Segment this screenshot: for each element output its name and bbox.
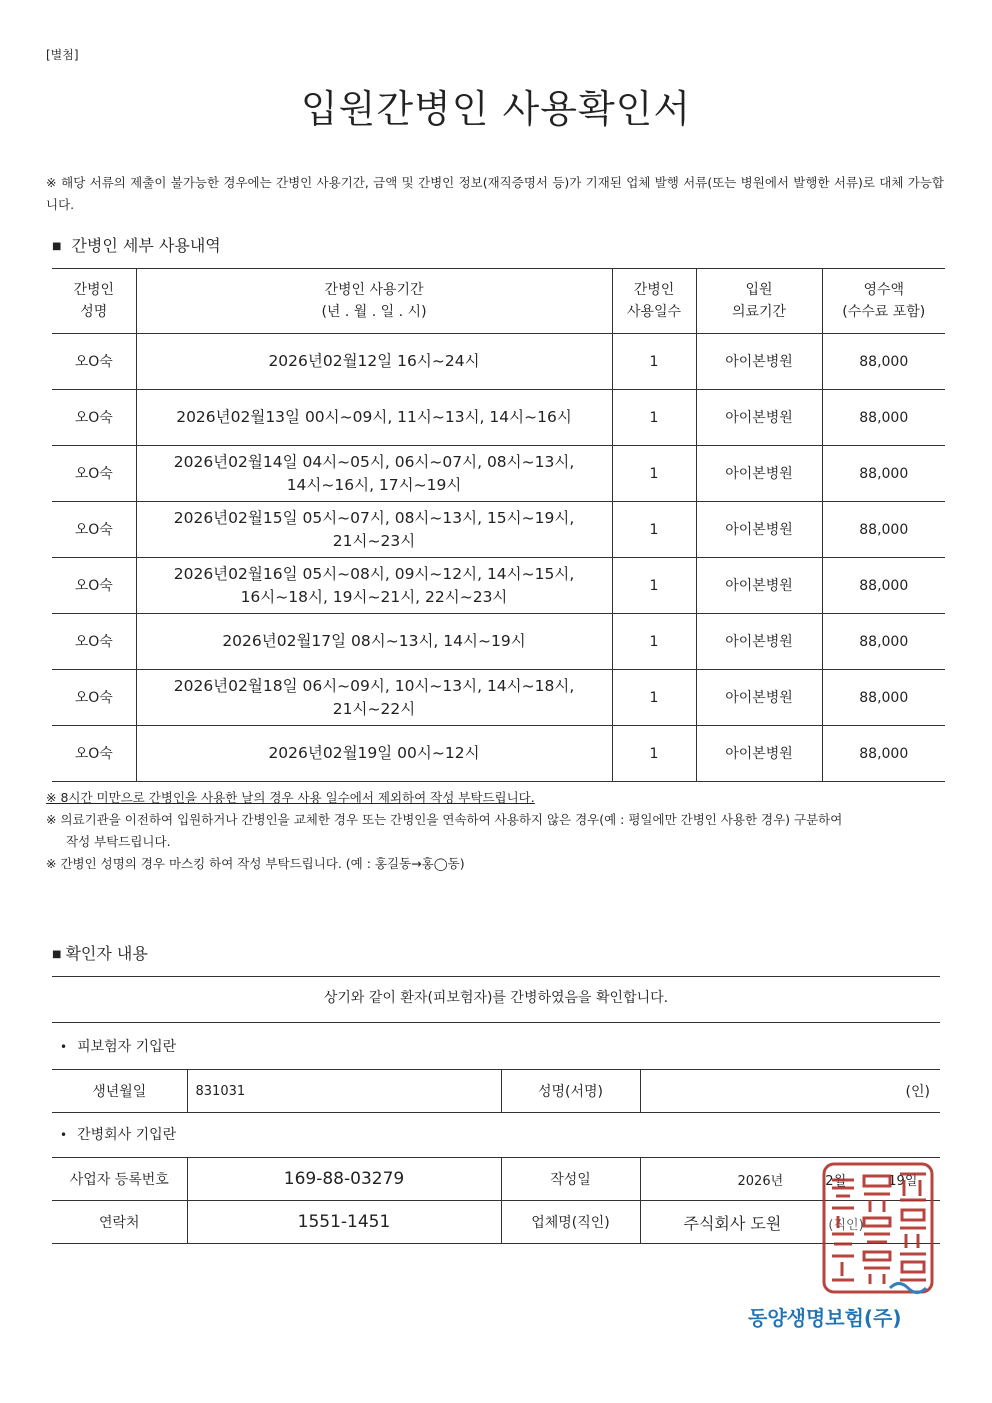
note-separate-periods-cont: 작성 부탁드립니다. <box>66 834 171 849</box>
table-row <box>52 726 945 782</box>
insured-form <box>52 1069 940 1113</box>
document-title: 입원간병인 사용확인서 <box>300 87 692 131</box>
divider <box>52 976 940 977</box>
date-year: 2026년 <box>737 1173 784 1189</box>
cell-period: 2026년02월18일 06시~09시, 10시~13시, 14시~18시, 21시~22시 <box>136 670 612 726</box>
cell-name: 오O숙 <box>52 334 136 390</box>
cell-name: 오O숙 <box>52 502 136 558</box>
table-row <box>52 446 945 502</box>
name-sign-field[interactable] <box>640 1070 940 1113</box>
cell-name: 오O숙 <box>52 446 136 502</box>
contact-field[interactable]: 1551-1451 <box>187 1201 501 1244</box>
header-period: 간병인 사용기간 (년 . 월 . 일 . 시) <box>136 269 612 334</box>
bullet-dot-icon: • <box>60 1040 68 1054</box>
company-subtitle: 간병회사 기입란 <box>77 1127 177 1143</box>
table-header-row <box>52 269 945 334</box>
contact-label: 연락처 <box>52 1201 187 1244</box>
cell-hospital: 아이본병원 <box>696 446 822 502</box>
cell-hospital: 아이본병원 <box>696 670 822 726</box>
cell-days: 1 <box>612 334 696 390</box>
firm-label: 업체명(직인) <box>501 1201 640 1244</box>
table-row <box>52 558 945 614</box>
insured-subheading <box>60 1036 176 1056</box>
birth-field[interactable]: 831031 <box>187 1070 501 1113</box>
note-under-8h: ※ 8시간 미만으로 간병인을 사용한 날의 경우 사용 일수에서 제외하여 작성 부탁드립니다. <box>46 790 535 805</box>
biz-number-field[interactable]: 169-88-03279 <box>187 1158 501 1201</box>
date-month: 2월 <box>825 1173 847 1189</box>
cell-hospital: 아이본병원 <box>696 558 822 614</box>
cell-name: 오O숙 <box>52 558 136 614</box>
cell-amount: 88,000 <box>822 558 945 614</box>
cell-amount: 88,000 <box>822 502 945 558</box>
date-label: 작성일 <box>501 1158 640 1201</box>
cell-period: 2026년02월16일 05시~08시, 09시~12시, 14시~15시, 16시~18시, 19시~21시, 22시~23시 <box>136 558 612 614</box>
firm-name: 주식회사 도원 <box>683 1213 782 1233</box>
cell-amount: 88,000 <box>822 614 945 670</box>
cell-days: 1 <box>612 614 696 670</box>
usage-table <box>52 268 945 782</box>
cell-amount: 88,000 <box>822 726 945 782</box>
date-day: 19일 <box>888 1173 918 1189</box>
cell-hospital: 아이본병원 <box>696 334 822 390</box>
cell-name: 오O숙 <box>52 390 136 446</box>
cell-amount: 88,000 <box>822 390 945 446</box>
confirm-statement: 상기와 같이 환자(피보험자)를 간병하였음을 확인합니다. <box>323 990 669 1006</box>
usage-notes <box>46 787 944 875</box>
attachment-label: [별첨] <box>46 48 79 62</box>
biz-number-label: 사업자 등록번호 <box>52 1158 187 1201</box>
company-form <box>52 1157 940 1244</box>
cell-days: 1 <box>612 502 696 558</box>
header-days: 간병인 사용일수 <box>612 269 696 334</box>
square-bullet-icon: ■ <box>52 949 62 960</box>
cell-hospital: 아이본병원 <box>696 614 822 670</box>
cell-hospital: 아이본병원 <box>696 390 822 446</box>
firm-seal-mark: (직인) <box>828 1217 864 1233</box>
bullet-dot-icon: • <box>60 1128 68 1142</box>
header-amount: 영수액 (수수료 포함) <box>822 269 945 334</box>
note-masking: ※ 간병인 성명의 경우 마스킹 하여 작성 부탁드립니다. (예 : 홍길동→홍◯동) <box>46 856 465 871</box>
top-note: ※ 해당 서류의 제출이 불가능한 경우에는 간병인 사용기간, 금액 및 간병인 정보(재직증명서 등)가 기재된 업체 발행 서류(또는 병원에서 발행한 서류)로 대체 가능합니다. <box>46 175 944 212</box>
cell-period: 2026년02월14일 04시~05시, 06시~07시, 08시~13시, 14시~16시, 17시~19시 <box>136 446 612 502</box>
table-row <box>52 390 945 446</box>
company-subheading <box>60 1124 176 1144</box>
cell-period: 2026년02월12일 16시~24시 <box>136 334 612 390</box>
section-confirm-title: 확인자 내용 <box>65 944 148 963</box>
birth-label: 생년월일 <box>52 1070 187 1113</box>
cell-period: 2026년02월17일 08시~13시, 14시~19시 <box>136 614 612 670</box>
seal-mark: (인) <box>905 1084 930 1100</box>
cell-amount: 88,000 <box>822 446 945 502</box>
cell-hospital: 아이본병원 <box>696 502 822 558</box>
cell-name: 오O숙 <box>52 614 136 670</box>
insurer-logo-text: 동양생명보험(주) <box>748 1306 902 1330</box>
cell-hospital: 아이본병원 <box>696 726 822 782</box>
header-hospital: 입원 의료기간 <box>696 269 822 334</box>
cell-name: 오O숙 <box>52 670 136 726</box>
cell-period: 2026년02월19일 00시~12시 <box>136 726 612 782</box>
company-seal-stamp <box>820 1160 936 1298</box>
cell-period: 2026년02월13일 00시~09시, 11시~13시, 14시~16시 <box>136 390 612 446</box>
cell-days: 1 <box>612 726 696 782</box>
cell-days: 1 <box>612 558 696 614</box>
cell-amount: 88,000 <box>822 670 945 726</box>
name-sign-label: 성명(서명) <box>501 1070 640 1113</box>
section-confirm-heading <box>52 941 148 964</box>
divider <box>52 1022 940 1023</box>
cell-period: 2026년02월15일 05시~07시, 08시~13시, 15시~19시, 21시~23시 <box>136 502 612 558</box>
insured-subtitle: 피보험자 기입란 <box>77 1039 177 1055</box>
note-separate-periods: ※ 의료기관을 이전하여 입원하거나 간병인을 교체한 경우 또는 간병인을 연속하여 사용하지 않은 경우(예 : 평일에만 간병인 사용한 경우) 구분하여 <box>46 812 843 827</box>
cell-days: 1 <box>612 670 696 726</box>
cell-days: 1 <box>612 446 696 502</box>
table-row <box>52 614 945 670</box>
square-bullet-icon: ■ <box>52 241 62 252</box>
section-usage-heading <box>52 233 221 256</box>
cell-amount: 88,000 <box>822 334 945 390</box>
table-row <box>52 334 945 390</box>
section-usage-title: 간병인 세부 사용내역 <box>71 236 221 255</box>
cell-name: 오O숙 <box>52 726 136 782</box>
table-row <box>52 502 945 558</box>
cell-days: 1 <box>612 390 696 446</box>
table-row <box>52 670 945 726</box>
header-name: 간병인 성명 <box>52 269 136 334</box>
